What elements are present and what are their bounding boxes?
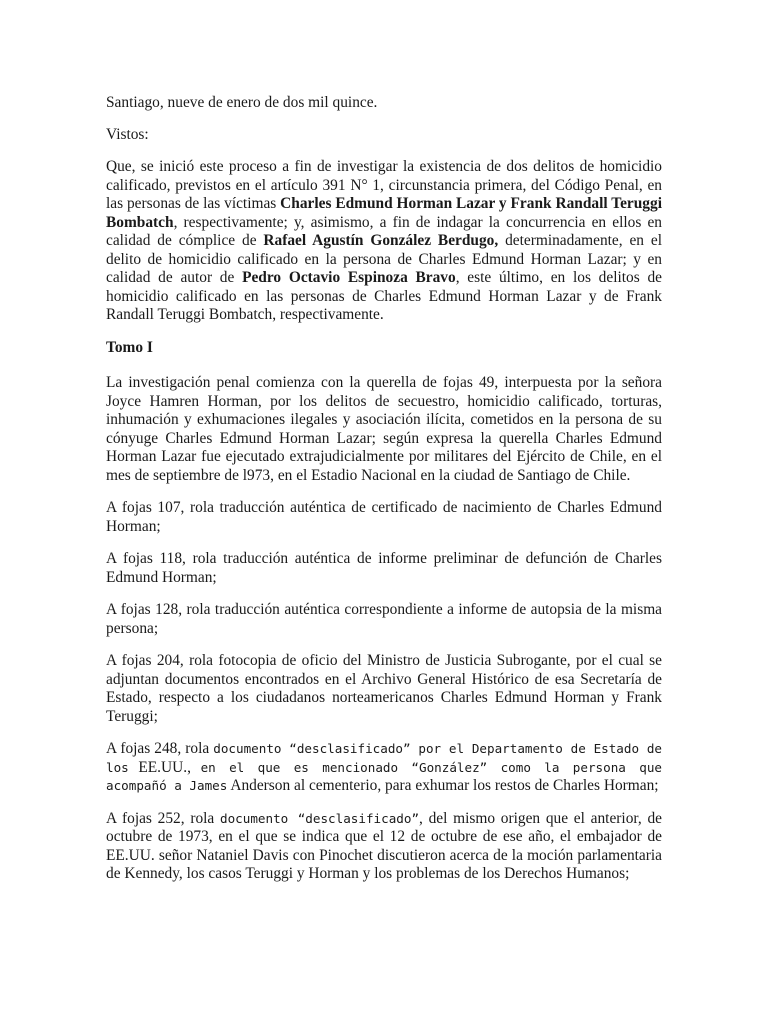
victims-names: Charles Edmund Horman Lazar y Frank Randall Teruggi Bombatch <box>106 195 662 231</box>
author-name: Pedro Octavio Espinoza Bravo <box>242 269 456 286</box>
fojas-128-paragraph: A fojas 128, rola traducción auténtica correspondiente a informe de autopsia de la misma persona; <box>106 601 662 637</box>
fojas-248-paragraph <box>106 740 662 796</box>
querella-paragraph: La investigación penal comienza con la querella de fojas 49, interpuesta por la señora Joyce Hamren Horman, por los delitos de secuestro, homicidio calificado, torturas, inhumación y exhumaciones ilegales y asociación ilícita, cometidos en la persona de su cónyuge Charles Edmund Horman Lazar; según expresa la querella Charles Edmund Horman Lazar fue ejecutado extrajudicialmente por militares del Ejército de Chile, en el mes de septiembre de l973, en el Estadio Nacional en la ciudad de Santiago de Chile. <box>106 374 662 484</box>
section-heading <box>106 339 662 358</box>
document-page <box>106 94 662 898</box>
date-line: Santiago, nueve de enero de dos mil quince. <box>106 94 378 111</box>
intro-text-1: Que, se inició este proceso a fin de investigar la existencia de dos delitos de homicidio calificado, previstos en el artículo 391 N° 1, circunstancia primera, del Código Penal, en las personas de las víctimas <box>106 158 662 212</box>
intro-text-2: , respectivamente; y, asimismo, a fin de indagar la concurrencia en ellos en calidad de cómplice de <box>106 213 662 249</box>
fojas-252-text-1: A fojas 252, rola <box>106 809 220 827</box>
fojas-248-text-3: Anderson al cementerio, para exhumar los restos de Charles Horman; <box>227 777 659 794</box>
intro-text-4: , este último, en los delitos de homicidio calificado en las personas de Charles Edmund Horman Lazar y de Frank Randall Teruggi Bombatch, respectivamente. <box>106 269 662 323</box>
fojas-252-mono-1: documento “desclasificado” <box>220 810 420 826</box>
fojas-248-mono-2: en el que es mencionado “González” como la persona que acompañó a James <box>106 759 662 793</box>
section-heading-text: Tomo I <box>106 338 153 356</box>
intro-text-3: determinadamente, en el delito de homicidio calificado en la persona de Charles Edmund Horman Lazar; y en calidad de autor de <box>106 232 662 286</box>
fojas-118-paragraph: A fojas 118, rola traducción auténtica de informe preliminar de defunción de Charles Edmund Horman; <box>106 550 662 586</box>
accomplice-name: Rafael Agustín González Berdugo, <box>263 232 499 249</box>
intro-paragraph <box>106 158 662 325</box>
fojas-252-text-2: , del mismo origen que el anterior, de octubre de 1973, en el que se indica que el 12 de octubre de ese año, el embajador de EE.UU. señor Nataniel Davis con Pinochet discutieron acerca de la moción parlamentaria de Kennedy, los casos Teruggi y Horman y los problemas de los Derechos Humanos; <box>106 809 663 882</box>
fojas-252-paragraph <box>106 810 662 884</box>
vistos-label: Vistos: <box>106 125 149 143</box>
fojas-248-mono-1: documento “desclasificado” por el Departamento de Estado de los <box>106 741 663 775</box>
fojas-107-paragraph: A fojas 107, rola traducción auténtica de certificado de nacimiento de Charles Edmund Horman; <box>106 499 662 535</box>
fojas-248-text-2: EE.UU., <box>128 758 201 776</box>
fojas-248-text-1: A fojas 248, rola <box>106 740 214 757</box>
fojas-204-paragraph: A fojas 204, rola fotocopia de oficio del Ministro de Justicia Subrogante, por el cual se adjuntan documentos encontrados en el Archivo General Histórico de esa Secretaría de Estado, respecto a los ciudadanos norteamericanos Charles Edmund Horman y Frank Teruggi; <box>106 652 662 725</box>
